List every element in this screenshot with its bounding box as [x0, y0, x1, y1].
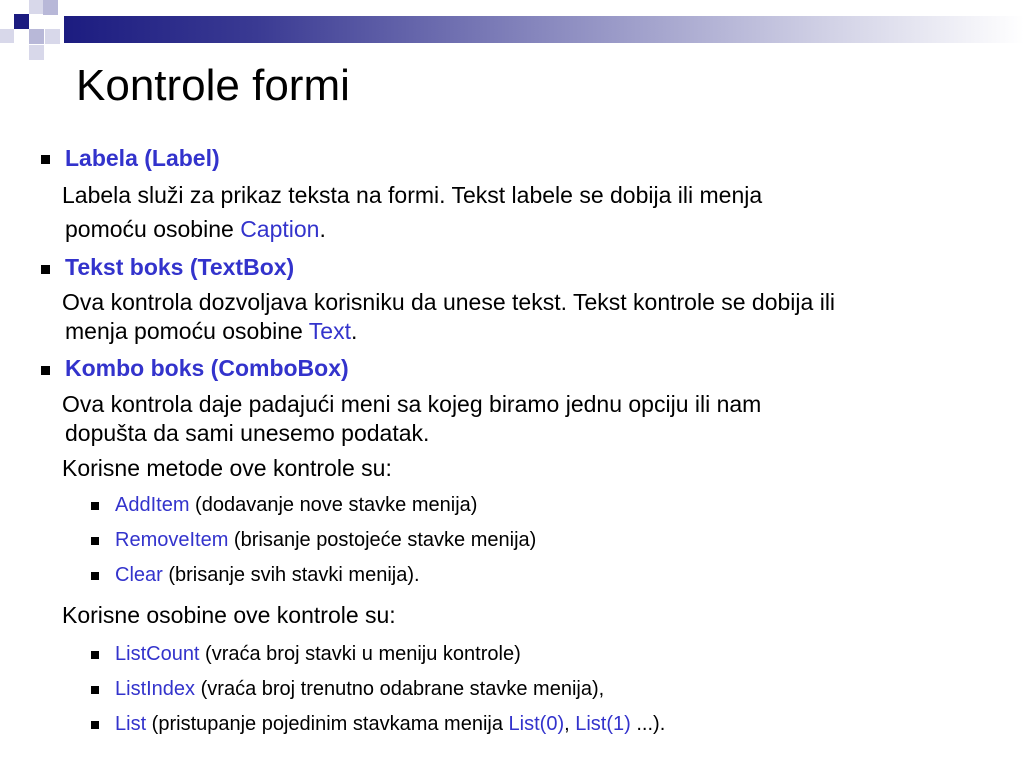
bullet-icon: [91, 502, 99, 510]
method-item: Clear (brisanje svih stavki menija).: [115, 564, 420, 586]
bullet-icon: [91, 572, 99, 580]
props-intro: Korisne osobine ove kontrole su:: [62, 602, 396, 628]
method-name: AddItem: [115, 494, 190, 516]
header-gradient-bar: [64, 16, 1024, 43]
prop-example: List(1): [575, 713, 631, 735]
methods-intro: Korisne metode ove kontrole su:: [62, 455, 392, 481]
prop-item: ListIndex (vraća broj trenutno odabrane stavke menija),: [115, 678, 605, 700]
header-square-dark: [14, 14, 29, 29]
keyword-caption: Caption: [240, 216, 320, 242]
method-name: Clear: [115, 564, 163, 586]
prop-item: List (pristupanje pojedinim stavkama menija List(0), List(1) ...).: [115, 713, 666, 735]
section-heading-label: Labela (Label): [65, 145, 220, 171]
section-text: Labela služi za prikaz teksta na formi. Tekst labele se dobija ili menja: [62, 182, 763, 208]
section-heading-textbox: Tekst boks (TextBox): [65, 254, 295, 280]
header-square-light: [29, 29, 44, 44]
header-square-light: [0, 29, 14, 43]
bullet-icon: [41, 265, 50, 274]
bullet-icon: [91, 686, 99, 694]
prop-item: ListCount (vraća broj stavki u meniju kontrole): [115, 643, 521, 665]
slide-title: Kontrole formi: [76, 61, 350, 110]
bullet-icon: [91, 721, 99, 729]
prop-name: ListCount: [115, 643, 200, 665]
section-heading-combobox: Kombo boks (ComboBox): [65, 355, 349, 381]
section-text: Ova kontrola dozvoljava korisniku da unese tekst. Tekst kontrole se dobija ili: [62, 289, 836, 315]
header-square-light: [29, 0, 43, 14]
header-square-light: [43, 0, 58, 15]
section-text: menja pomoću osobine Text.: [65, 318, 358, 344]
method-name: RemoveItem: [115, 529, 229, 551]
bullet-icon: [41, 366, 50, 375]
keyword-text: Text: [308, 318, 351, 344]
prop-name: List: [115, 713, 147, 735]
bullet-icon: [41, 155, 50, 164]
prop-name: ListIndex: [115, 678, 196, 700]
section-text: pomoću osobine Caption.: [65, 216, 326, 242]
prop-example: List(0): [508, 713, 565, 735]
method-item: AddItem (dodavanje nove stavke menija): [115, 494, 478, 516]
method-item: RemoveItem (brisanje postojeće stavke menija): [115, 529, 537, 551]
bullet-icon: [91, 651, 99, 659]
bullet-icon: [91, 537, 99, 545]
section-text: Ova kontrola daje padajući meni sa kojeg biramo jednu opciju ili nam: [62, 391, 762, 417]
header-square-light: [29, 45, 44, 60]
section-text: dopušta da sami unesemo podatak.: [65, 420, 430, 446]
header-square-light: [45, 29, 60, 44]
